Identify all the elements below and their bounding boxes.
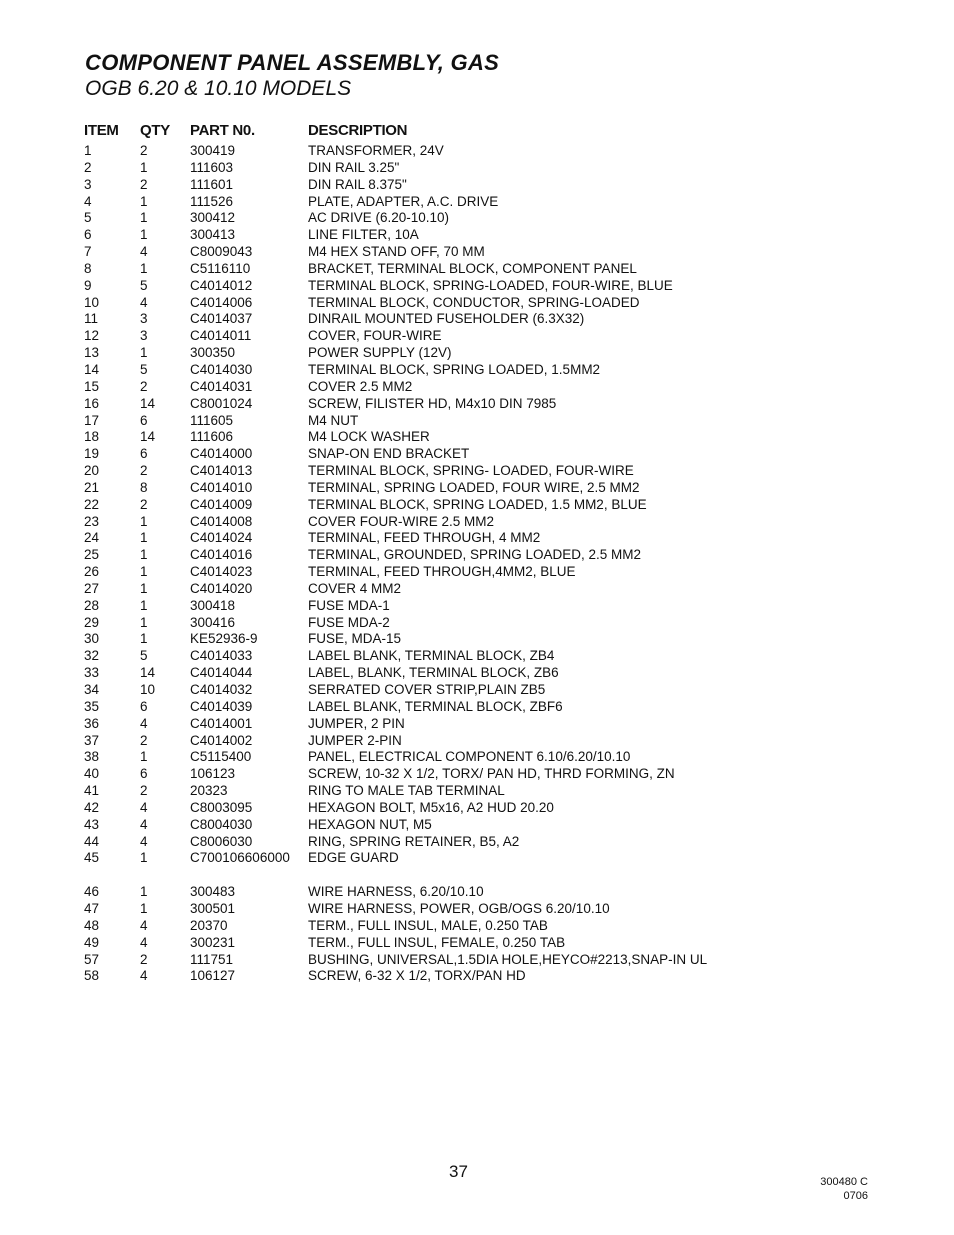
table-row [84,952,784,969]
cell-part-number: 106127 [190,968,236,984]
table-row [84,244,784,261]
cell-part-number: C4014009 [190,496,253,512]
cell-description: HEXAGON NUT, M5 [308,816,432,832]
cell-qty: 1 [140,260,148,276]
cell-part-number: 300416 [190,614,236,630]
cell-description: SCREW, 10-32 X 1/2, TORX/ PAN HD, THRD FORMING, ZN [308,766,675,782]
cell-part-number: 300418 [190,597,236,613]
table-row [84,564,784,581]
cell-description: BRACKET, TERMINAL BLOCK, COMPONENT PANEL [308,260,637,276]
cell-item: 41 [84,783,100,799]
cell-item: 16 [84,395,100,411]
cell-description: LINE FILTER, 10A [308,227,419,243]
cell-description: POWER SUPPLY (12V) [308,345,452,361]
cell-item: 12 [84,328,100,344]
document-code-date: 0706 [843,1190,868,1202]
cell-qty: 4 [140,294,148,310]
cell-item: 9 [84,277,92,293]
cell-qty: 2 [140,176,148,192]
table-row [84,935,784,952]
cell-part-number: C5116110 [190,260,251,276]
table-row [84,463,784,480]
cell-item: 1 [84,143,92,158]
cell-description: TRANSFORMER, 24V [308,143,444,158]
cell-description: COVER, FOUR-WIRE [308,328,442,344]
cell-description: TERMINAL BLOCK, SPRING LOADED, 1.5MM2 [308,361,601,377]
cell-qty: 1 [140,850,148,866]
table-row [84,413,784,430]
cell-description: AC DRIVE (6.20-10.10) [308,210,450,226]
cell-qty: 14 [140,665,156,681]
cell-part-number: C4014001 [190,715,253,731]
table-row [84,530,784,547]
cell-part-number: 106123 [190,766,236,782]
cell-description: TERMINAL BLOCK, SPRING- LOADED, FOUR-WIRE [308,463,634,479]
cell-qty: 1 [140,513,148,529]
cell-qty: 3 [140,328,148,344]
cell-qty: 1 [140,749,148,765]
cell-item: 7 [84,244,92,260]
table-row [84,581,784,598]
cell-description: COVER 4 MM2 [308,580,402,596]
table-row [84,480,784,497]
cell-item: 23 [84,513,100,529]
cell-qty: 4 [140,968,148,984]
cell-qty: 6 [140,698,148,714]
page-title: COMPONENT PANEL ASSEMBLY, GAS [85,50,500,75]
table-row [84,295,784,312]
cell-item: 24 [84,530,100,546]
cell-description: FUSE, MDA-15 [308,631,402,647]
table-row [84,884,784,901]
table-row [84,160,784,177]
cell-description: PANEL, ELECTRICAL COMPONENT 6.10/6.20/10.10 [308,749,631,765]
table-row [84,514,784,531]
cell-qty: 5 [140,648,148,664]
cell-item: 20 [84,463,100,479]
cell-part-number: C4014033 [190,648,253,664]
cell-qty: 1 [140,227,148,243]
cell-description: PLATE, ADAPTER, A.C. DRIVE [308,193,499,209]
cell-item: 58 [84,968,100,984]
cell-item: 43 [84,816,100,832]
cell-item: 32 [84,648,100,664]
cell-item: 22 [84,496,100,512]
cell-description: HEXAGON BOLT, M5x16, A2 HUD 20.20 [308,799,554,815]
cell-qty: 1 [140,159,148,175]
cell-part-number: C4014044 [190,665,253,681]
cell-qty: 1 [140,530,148,546]
cell-part-number: 20323 [190,783,228,799]
cell-item: 27 [84,580,100,596]
cell-item: 37 [84,732,100,748]
cell-description: COVER 2.5 MM2 [308,378,413,394]
cell-item: 40 [84,766,100,782]
cell-description: SCREW, 6-32 X 1/2, TORX/PAN HD [308,968,526,984]
table-row [84,665,784,682]
cell-part-number: C4014000 [190,446,253,462]
cell-qty: 14 [140,395,156,411]
document-code [820,1175,868,1203]
cell-description: M4 LOCK WASHER [308,429,430,445]
table-row [84,227,784,244]
table-row [84,497,784,514]
cell-description: DIN RAIL 8.375" [308,176,407,192]
cell-description: TERMINAL, SPRING LOADED, FOUR WIRE, 2.5 MM2 [308,479,640,495]
table-row [84,328,784,345]
table-row [84,682,784,699]
cell-item: 35 [84,698,100,714]
cell-description: BUSHING, UNIVERSAL,1.5DIA HOLE,HEYCO#2213,SNAP-IN UL [308,951,708,967]
cell-qty: 6 [140,412,148,428]
cell-part-number: 300501 [190,900,236,916]
cell-part-number: 111605 [190,412,234,428]
cell-item: 28 [84,597,100,613]
cell-qty: 5 [140,277,148,293]
table-row [84,716,784,733]
cell-part-number: C4014039 [190,698,253,714]
header-part-number: PART N0. [190,122,255,139]
cell-item: 57 [84,951,100,967]
cell-item: 14 [84,361,100,377]
cell-description: LABEL BLANK, TERMINAL BLOCK, ZB4 [308,648,555,664]
cell-qty: 2 [140,463,148,479]
table-row [84,766,784,783]
cell-part-number: C4014002 [190,732,253,748]
cell-item: 17 [84,412,100,428]
cell-part-number: C4014037 [190,311,253,327]
cell-qty: 6 [140,766,148,782]
cell-qty: 1 [140,564,148,580]
cell-part-number: C8004030 [190,816,253,832]
cell-qty: 3 [140,311,148,327]
cell-qty: 6 [140,446,148,462]
table-row [84,699,784,716]
table-row [84,968,784,985]
cell-item: 11 [84,311,99,327]
cell-part-number: C4014031 [190,378,253,394]
header-description: DESCRIPTION [308,122,408,139]
cell-item: 6 [84,227,92,243]
cell-qty: 1 [140,345,148,361]
table-row [84,918,784,935]
table-row [84,631,784,648]
table-row [84,177,784,194]
cell-item: 13 [84,345,100,361]
cell-qty: 1 [140,193,148,209]
cell-item: 19 [84,446,100,462]
cell-description: EDGE GUARD [308,850,399,866]
table-body [84,143,784,985]
cell-description: DIN RAIL 3.25" [308,159,400,175]
cell-qty: 2 [140,732,148,748]
page-subtitle: OGB 6.20 & 10.10 MODELS [85,77,352,100]
table-row [84,598,784,615]
cell-part-number: C4014020 [190,580,253,596]
table-row [84,901,784,918]
cell-item: 10 [84,294,100,310]
table-row [84,345,784,362]
cell-part-number: C4014010 [190,479,253,495]
cell-part-number: 111526 [190,193,234,209]
table-row [84,143,784,160]
table-row [84,362,784,379]
cell-item: 48 [84,917,100,933]
cell-qty: 1 [140,580,148,596]
cell-item: 4 [84,193,92,209]
table-row [84,446,784,463]
cell-description: DINRAIL MOUNTED FUSEHOLDER (6.3X32) [308,311,585,327]
cell-description: RING, SPRING RETAINER, B5, A2 [308,833,520,849]
table-row [84,800,784,817]
cell-qty: 2 [140,143,148,158]
cell-description: JUMPER 2-PIN [308,732,402,748]
cell-description: TERMINAL, FEED THROUGH,4MM2, BLUE [308,564,576,580]
table-row [84,733,784,750]
table-row [84,311,784,328]
cell-part-number: 300413 [190,227,236,243]
cell-qty: 1 [140,900,148,916]
cell-description: FUSE MDA-1 [308,597,390,613]
cell-description: WIRE HARNESS, 6.20/10.10 [308,884,484,900]
cell-item: 18 [84,429,100,445]
cell-qty: 1 [140,884,148,900]
cell-part-number: 111751 [190,951,234,967]
cell-description: SNAP-ON END BRACKET [308,446,470,462]
table-row [84,194,784,211]
cell-part-number: C8001024 [190,395,253,411]
cell-qty: 1 [140,631,148,647]
cell-description: TERMINAL, GROUNDED, SPRING LOADED, 2.5 MM2 [308,547,642,563]
cell-qty: 4 [140,917,148,933]
cell-description: M4 NUT [308,412,359,428]
cell-item: 2 [84,159,92,175]
cell-item: 45 [84,850,100,866]
cell-description: WIRE HARNESS, POWER, OGB/OGS 6.20/10.10 [308,900,610,916]
cell-item: 26 [84,564,100,580]
cell-qty: 4 [140,816,148,832]
header-item: ITEM [84,122,119,139]
cell-description: RING TO MALE TAB TERMINAL [308,783,505,799]
cell-part-number: KE52936-9 [190,631,258,647]
cell-description: TERM., FULL INSUL, MALE, 0.250 TAB [308,917,548,933]
table-row [84,379,784,396]
cell-qty: 1 [140,597,148,613]
cell-description: JUMPER, 2 PIN [308,715,405,731]
cell-qty: 2 [140,783,148,799]
cell-item: 49 [84,934,100,950]
cell-qty: 2 [140,496,148,512]
cell-part-number: C4014006 [190,294,253,310]
cell-part-number: C4014016 [190,547,253,563]
table-row [84,834,784,851]
table-row [84,615,784,632]
cell-part-number: C4014011 [190,328,252,344]
cell-description: FUSE MDA-2 [308,614,390,630]
cell-part-number: C4014023 [190,564,253,580]
cell-description: SCREW, FILISTER HD, M4x10 DIN 7985 [308,395,557,411]
cell-qty: 8 [140,479,148,495]
cell-part-number: C8003095 [190,799,253,815]
cell-part-number: C4014032 [190,682,253,697]
table-row [84,210,784,227]
cell-qty: 1 [140,547,148,563]
cell-item: 42 [84,799,100,815]
cell-item: 46 [84,884,100,900]
table-row [84,749,784,766]
cell-description: TERMINAL, FEED THROUGH, 4 MM2 [308,530,541,546]
cell-item: 15 [84,378,100,394]
cell-part-number: C4014024 [190,530,253,546]
cell-qty: 4 [140,799,148,815]
cell-item: 33 [84,665,100,681]
cell-item: 47 [84,900,100,916]
cell-qty: 1 [140,210,148,226]
parts-table [84,120,784,985]
cell-part-number: C5115400 [190,749,252,765]
table-header [84,120,784,142]
cell-qty: 2 [140,951,148,967]
cell-qty: 10 [140,682,156,697]
table-row [84,783,784,800]
cell-part-number: 111601 [190,176,234,192]
table-row [84,850,784,867]
table-row [84,396,784,413]
cell-description: TERMINAL BLOCK, SPRING-LOADED, FOUR-WIRE, BLUE [308,277,673,293]
cell-item: 38 [84,749,100,765]
cell-part-number: 300412 [190,210,236,226]
cell-item: 21 [84,479,100,495]
cell-item: 3 [84,176,92,192]
cell-part-number: 300483 [190,884,236,900]
cell-description: TERM., FULL INSUL, FEMALE, 0.250 TAB [308,934,566,950]
cell-qty: 4 [140,833,148,849]
table-row [84,648,784,665]
table-row [84,261,784,278]
cell-part-number: 111606 [190,429,234,445]
cell-part-number: 300419 [190,143,236,158]
cell-item: 36 [84,715,100,731]
cell-part-number: C8009043 [190,244,253,260]
cell-qty: 4 [140,244,148,260]
table-row [84,429,784,446]
cell-qty: 5 [140,361,148,377]
cell-qty: 4 [140,715,148,731]
cell-part-number: 300231 [190,934,236,950]
cell-item: 8 [84,260,92,276]
cell-part-number: C700106606000 [190,850,290,866]
cell-part-number: C4014012 [190,277,253,293]
cell-qty: 2 [140,378,148,394]
cell-item: 29 [84,614,100,630]
cell-description: TERMINAL BLOCK, CONDUCTOR, SPRING-LOADED [308,294,640,310]
cell-qty: 4 [140,934,148,950]
cell-description: TERMINAL BLOCK, SPRING LOADED, 1.5 MM2, BLUE [308,496,647,512]
cell-qty: 14 [140,429,156,445]
table-row [84,547,784,564]
table-row [84,278,784,295]
cell-qty: 1 [140,614,148,630]
cell-description: COVER FOUR-WIRE 2.5 MM2 [308,513,495,529]
cell-part-number: C4014008 [190,513,253,529]
cell-description: M4 HEX STAND OFF, 70 MM [308,244,485,260]
cell-item: 34 [84,682,100,697]
cell-item: 44 [84,833,100,849]
cell-description: LABEL BLANK, TERMINAL BLOCK, ZBF6 [308,698,563,714]
cell-part-number: C4014013 [190,463,253,479]
cell-part-number: 111603 [190,159,234,175]
page-number: 37 [449,1162,468,1181]
cell-item: 5 [84,210,92,226]
cell-item: 30 [84,631,100,647]
cell-part-number: 300350 [190,345,236,361]
cell-part-number: C4014030 [190,361,253,377]
header-qty: QTY [140,122,170,139]
cell-item: 25 [84,547,100,563]
cell-part-number: 20370 [190,917,228,933]
document-code-number: 300480 C [820,1176,868,1188]
cell-description: SERRATED COVER STRIP,PLAIN ZB5 [308,682,546,697]
cell-description: LABEL, BLANK, TERMINAL BLOCK, ZB6 [308,665,559,681]
cell-part-number: C8006030 [190,833,253,849]
table-row [84,817,784,834]
